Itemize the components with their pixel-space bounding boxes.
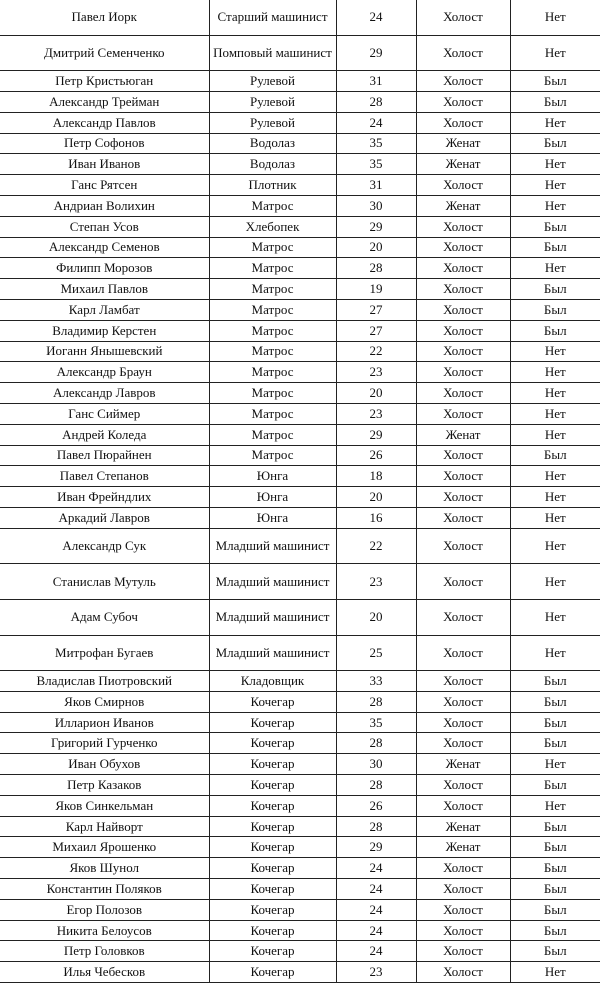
crew-position-cell: Кочегар — [209, 941, 336, 962]
table-row — [0, 424, 600, 445]
table-row — [0, 837, 600, 858]
crew-name-cell: Митрофан Бугаев — [0, 635, 209, 671]
crew-marital-cell: Холост — [416, 920, 510, 941]
crew-service-cell: Был — [510, 671, 600, 692]
crew-service-cell: Нет — [510, 635, 600, 671]
table-row — [0, 258, 600, 279]
crew-marital-cell: Холост — [416, 671, 510, 692]
crew-marital-cell: Холост — [416, 635, 510, 671]
table-row — [0, 466, 600, 487]
crew-name-cell: Григорий Гурченко — [0, 733, 209, 754]
crew-position-cell: Младший машинист — [209, 599, 336, 635]
crew-age-cell: 28 — [336, 816, 416, 837]
crew-service-cell: Нет — [510, 599, 600, 635]
crew-service-cell: Был — [510, 775, 600, 796]
crew-service-cell: Нет — [510, 35, 600, 71]
table-row — [0, 403, 600, 424]
table-row — [0, 899, 600, 920]
crew-service-cell: Был — [510, 712, 600, 733]
crew-age-cell: 26 — [336, 795, 416, 816]
table-row — [0, 237, 600, 258]
table-row — [0, 154, 600, 175]
crew-marital-cell: Холост — [416, 279, 510, 300]
table-row — [0, 754, 600, 775]
crew-marital-cell: Холост — [416, 35, 510, 71]
crew-service-cell: Нет — [510, 154, 600, 175]
crew-name-cell: Дмитрий Семенченко — [0, 35, 209, 71]
crew-position-cell: Матрос — [209, 445, 336, 466]
crew-service-cell: Был — [510, 216, 600, 237]
table-row — [0, 0, 600, 35]
crew-marital-cell: Женат — [416, 816, 510, 837]
crew-age-cell: 20 — [336, 487, 416, 508]
crew-service-cell: Был — [510, 91, 600, 112]
crew-marital-cell: Холост — [416, 507, 510, 528]
crew-marital-cell: Холост — [416, 71, 510, 92]
crew-name-cell: Петр Головков — [0, 941, 209, 962]
crew-age-cell: 24 — [336, 112, 416, 133]
crew-name-cell: Павел Пюрайнен — [0, 445, 209, 466]
table-row — [0, 445, 600, 466]
crew-service-cell: Нет — [510, 362, 600, 383]
crew-service-cell: Нет — [510, 564, 600, 600]
crew-age-cell: 28 — [336, 258, 416, 279]
crew-position-cell: Матрос — [209, 237, 336, 258]
crew-age-cell: 19 — [336, 279, 416, 300]
crew-name-cell: Ганс Рятсен — [0, 175, 209, 196]
table-row — [0, 775, 600, 796]
crew-name-cell: Владимир Керстен — [0, 320, 209, 341]
crew-name-cell: Андриан Волихин — [0, 195, 209, 216]
crew-position-cell: Кочегар — [209, 816, 336, 837]
crew-marital-cell: Холост — [416, 564, 510, 600]
crew-service-cell: Был — [510, 858, 600, 879]
crew-marital-cell: Холост — [416, 941, 510, 962]
crew-marital-cell: Холост — [416, 466, 510, 487]
crew-marital-cell: Холост — [416, 0, 510, 35]
crew-position-cell: Рулевой — [209, 91, 336, 112]
crew-name-cell: Иван Обухов — [0, 754, 209, 775]
crew-position-cell: Юнга — [209, 507, 336, 528]
crew-marital-cell: Холост — [416, 299, 510, 320]
crew-marital-cell: Холост — [416, 712, 510, 733]
table-row — [0, 216, 600, 237]
table-row — [0, 795, 600, 816]
crew-name-cell: Михаил Павлов — [0, 279, 209, 300]
crew-service-cell: Нет — [510, 403, 600, 424]
crew-service-cell: Нет — [510, 487, 600, 508]
crew-name-cell: Александр Трейман — [0, 91, 209, 112]
crew-service-cell: Нет — [510, 795, 600, 816]
crew-age-cell: 29 — [336, 216, 416, 237]
table-row — [0, 528, 600, 564]
crew-age-cell: 28 — [336, 691, 416, 712]
crew-age-cell: 30 — [336, 195, 416, 216]
table-row — [0, 858, 600, 879]
crew-name-cell: Александр Семенов — [0, 237, 209, 258]
crew-name-cell: Иван Фрейндлих — [0, 487, 209, 508]
table-row — [0, 941, 600, 962]
crew-service-cell: Был — [510, 879, 600, 900]
crew-service-cell: Нет — [510, 258, 600, 279]
crew-name-cell: Владислав Пиотровский — [0, 671, 209, 692]
crew-position-cell: Матрос — [209, 195, 336, 216]
table-row — [0, 733, 600, 754]
crew-marital-cell: Холост — [416, 962, 510, 983]
crew-position-cell: Юнга — [209, 487, 336, 508]
crew-service-cell: Был — [510, 816, 600, 837]
crew-name-cell: Петр Кристьюган — [0, 71, 209, 92]
crew-position-cell: Кочегар — [209, 858, 336, 879]
crew-age-cell: 23 — [336, 564, 416, 600]
crew-service-cell: Нет — [510, 424, 600, 445]
crew-marital-cell: Холост — [416, 258, 510, 279]
crew-service-cell: Был — [510, 899, 600, 920]
crew-name-cell: Яков Шунол — [0, 858, 209, 879]
crew-marital-cell: Холост — [416, 320, 510, 341]
table-row — [0, 564, 600, 600]
crew-name-cell: Андрей Коледа — [0, 424, 209, 445]
crew-age-cell: 20 — [336, 237, 416, 258]
crew-marital-cell: Холост — [416, 858, 510, 879]
crew-position-cell: Водолаз — [209, 133, 336, 154]
crew-marital-cell: Холост — [416, 691, 510, 712]
crew-name-cell: Павел Иорк — [0, 0, 209, 35]
crew-name-cell: Илья Чебесков — [0, 962, 209, 983]
crew-service-cell: Нет — [510, 112, 600, 133]
crew-service-cell: Был — [510, 279, 600, 300]
table-row — [0, 175, 600, 196]
crew-service-cell: Нет — [510, 507, 600, 528]
crew-position-cell: Кладовщик — [209, 671, 336, 692]
table-row — [0, 691, 600, 712]
crew-name-cell: Петр Казаков — [0, 775, 209, 796]
table-row — [0, 299, 600, 320]
crew-service-cell: Был — [510, 71, 600, 92]
crew-age-cell: 31 — [336, 175, 416, 196]
crew-marital-cell: Холост — [416, 528, 510, 564]
table-row — [0, 362, 600, 383]
crew-name-cell: Станислав Мутуль — [0, 564, 209, 600]
crew-service-cell: Был — [510, 133, 600, 154]
crew-name-cell: Никита Белоусов — [0, 920, 209, 941]
crew-age-cell: 24 — [336, 0, 416, 35]
crew-marital-cell: Женат — [416, 133, 510, 154]
crew-name-cell: Карл Ламбат — [0, 299, 209, 320]
crew-age-cell: 20 — [336, 383, 416, 404]
crew-position-cell: Кочегар — [209, 733, 336, 754]
crew-age-cell: 24 — [336, 899, 416, 920]
crew-marital-cell: Женат — [416, 154, 510, 175]
table-row — [0, 112, 600, 133]
table-row — [0, 341, 600, 362]
crew-name-cell: Адам Субоч — [0, 599, 209, 635]
crew-age-cell: 28 — [336, 733, 416, 754]
crew-name-cell: Илларион Иванов — [0, 712, 209, 733]
crew-marital-cell: Холост — [416, 599, 510, 635]
crew-marital-cell: Холост — [416, 216, 510, 237]
crew-name-cell: Карл Найворт — [0, 816, 209, 837]
crew-name-cell: Константин Поляков — [0, 879, 209, 900]
crew-age-cell: 23 — [336, 403, 416, 424]
crew-marital-cell: Холост — [416, 879, 510, 900]
crew-marital-cell: Холост — [416, 91, 510, 112]
table-row — [0, 487, 600, 508]
table-row — [0, 279, 600, 300]
crew-position-cell: Матрос — [209, 320, 336, 341]
crew-age-cell: 35 — [336, 712, 416, 733]
crew-position-cell: Младший машинист — [209, 564, 336, 600]
crew-position-cell: Матрос — [209, 403, 336, 424]
crew-service-cell: Нет — [510, 754, 600, 775]
crew-name-cell: Павел Степанов — [0, 466, 209, 487]
crew-name-cell: Ганс Сиймер — [0, 403, 209, 424]
crew-name-cell: Александр Браун — [0, 362, 209, 383]
crew-marital-cell: Холост — [416, 237, 510, 258]
crew-service-cell: Был — [510, 320, 600, 341]
crew-marital-cell: Холост — [416, 733, 510, 754]
crew-service-cell: Нет — [510, 466, 600, 487]
crew-age-cell: 23 — [336, 362, 416, 383]
crew-marital-cell: Холост — [416, 445, 510, 466]
crew-position-cell: Старший машинист — [209, 0, 336, 35]
crew-marital-cell: Холост — [416, 362, 510, 383]
crew-age-cell: 35 — [336, 154, 416, 175]
crew-marital-cell: Холост — [416, 487, 510, 508]
crew-age-cell: 24 — [336, 858, 416, 879]
crew-marital-cell: Холост — [416, 899, 510, 920]
crew-position-cell: Матрос — [209, 424, 336, 445]
crew-name-cell: Петр Софонов — [0, 133, 209, 154]
table-row — [0, 599, 600, 635]
table-row — [0, 507, 600, 528]
crew-marital-cell: Холост — [416, 403, 510, 424]
crew-position-cell: Кочегар — [209, 712, 336, 733]
crew-service-cell: Был — [510, 299, 600, 320]
crew-position-cell: Кочегар — [209, 920, 336, 941]
table-row — [0, 635, 600, 671]
crew-age-cell: 29 — [336, 837, 416, 858]
crew-position-cell: Младший машинист — [209, 635, 336, 671]
crew-age-cell: 23 — [336, 962, 416, 983]
crew-age-cell: 24 — [336, 941, 416, 962]
crew-age-cell: 29 — [336, 424, 416, 445]
table-row — [0, 91, 600, 112]
crew-position-cell: Кочегар — [209, 837, 336, 858]
crew-age-cell: 30 — [336, 754, 416, 775]
crew-marital-cell: Холост — [416, 775, 510, 796]
crew-position-cell: Матрос — [209, 279, 336, 300]
crew-name-cell: Филипп Морозов — [0, 258, 209, 279]
crew-age-cell: 29 — [336, 35, 416, 71]
crew-name-cell: Иоганн Янышевский — [0, 341, 209, 362]
crew-age-cell: 35 — [336, 133, 416, 154]
crew-position-cell: Матрос — [209, 258, 336, 279]
crew-position-cell: Кочегар — [209, 691, 336, 712]
crew-name-cell: Александр Сук — [0, 528, 209, 564]
crew-name-cell: Аркадий Лавров — [0, 507, 209, 528]
crew-name-cell: Александр Павлов — [0, 112, 209, 133]
crew-marital-cell: Женат — [416, 754, 510, 775]
crew-position-cell: Рулевой — [209, 112, 336, 133]
crew-service-cell: Нет — [510, 175, 600, 196]
crew-position-cell: Матрос — [209, 383, 336, 404]
crew-marital-cell: Женат — [416, 424, 510, 445]
crew-position-cell: Рулевой — [209, 71, 336, 92]
crew-service-cell: Был — [510, 691, 600, 712]
table-row — [0, 195, 600, 216]
crew-marital-cell: Холост — [416, 795, 510, 816]
table-row — [0, 133, 600, 154]
crew-name-cell: Степан Усов — [0, 216, 209, 237]
crew-name-cell: Яков Синкельман — [0, 795, 209, 816]
crew-age-cell: 28 — [336, 775, 416, 796]
crew-age-cell: 18 — [336, 466, 416, 487]
crew-name-cell: Михаил Ярошенко — [0, 837, 209, 858]
crew-age-cell: 20 — [336, 599, 416, 635]
table-row — [0, 920, 600, 941]
crew-age-cell: 28 — [336, 91, 416, 112]
crew-position-cell: Кочегар — [209, 754, 336, 775]
crew-service-cell: Был — [510, 445, 600, 466]
crew-age-cell: 33 — [336, 671, 416, 692]
crew-name-cell: Александр Лавров — [0, 383, 209, 404]
crew-position-cell: Матрос — [209, 341, 336, 362]
crew-age-cell: 25 — [336, 635, 416, 671]
crew-age-cell: 24 — [336, 879, 416, 900]
crew-service-cell: Нет — [510, 341, 600, 362]
crew-service-cell: Был — [510, 237, 600, 258]
crew-age-cell: 16 — [336, 507, 416, 528]
crew-service-cell: Нет — [510, 383, 600, 404]
table-row — [0, 35, 600, 71]
crew-service-cell: Был — [510, 733, 600, 754]
crew-age-cell: 22 — [336, 528, 416, 564]
crew-position-cell: Водолаз — [209, 154, 336, 175]
crew-position-cell: Кочегар — [209, 879, 336, 900]
table-row — [0, 712, 600, 733]
crew-age-cell: 26 — [336, 445, 416, 466]
crew-position-cell: Матрос — [209, 362, 336, 383]
crew-service-cell: Был — [510, 920, 600, 941]
crew-marital-cell: Холост — [416, 341, 510, 362]
crew-position-cell: Кочегар — [209, 899, 336, 920]
table-row — [0, 320, 600, 341]
crew-position-cell: Хлебопек — [209, 216, 336, 237]
crew-service-cell: Был — [510, 837, 600, 858]
crew-age-cell: 31 — [336, 71, 416, 92]
crew-position-cell: Матрос — [209, 299, 336, 320]
crew-position-cell: Младший машинист — [209, 528, 336, 564]
crew-name-cell: Иван Иванов — [0, 154, 209, 175]
crew-position-cell: Кочегар — [209, 775, 336, 796]
crew-age-cell: 24 — [336, 920, 416, 941]
crew-position-cell: Помповый машинист — [209, 35, 336, 71]
table-row — [0, 383, 600, 404]
crew-service-cell: Нет — [510, 528, 600, 564]
crew-age-cell: 27 — [336, 320, 416, 341]
table-row — [0, 671, 600, 692]
crew-position-cell: Кочегар — [209, 962, 336, 983]
crew-service-cell: Нет — [510, 962, 600, 983]
crew-service-cell: Нет — [510, 0, 600, 35]
crew-service-cell: Был — [510, 941, 600, 962]
table-row — [0, 816, 600, 837]
crew-marital-cell: Женат — [416, 195, 510, 216]
crew-position-cell: Юнга — [209, 466, 336, 487]
crew-position-cell: Кочегар — [209, 795, 336, 816]
crew-marital-cell: Холост — [416, 383, 510, 404]
crew-name-cell: Яков Смирнов — [0, 691, 209, 712]
table-row — [0, 962, 600, 983]
crew-name-cell: Егор Полозов — [0, 899, 209, 920]
table-row — [0, 879, 600, 900]
crew-age-cell: 27 — [336, 299, 416, 320]
crew-marital-cell: Холост — [416, 112, 510, 133]
crew-position-cell: Плотник — [209, 175, 336, 196]
crew-age-cell: 22 — [336, 341, 416, 362]
crew-service-cell: Нет — [510, 195, 600, 216]
table-row — [0, 71, 600, 92]
crew-marital-cell: Женат — [416, 837, 510, 858]
crew-marital-cell: Холост — [416, 175, 510, 196]
